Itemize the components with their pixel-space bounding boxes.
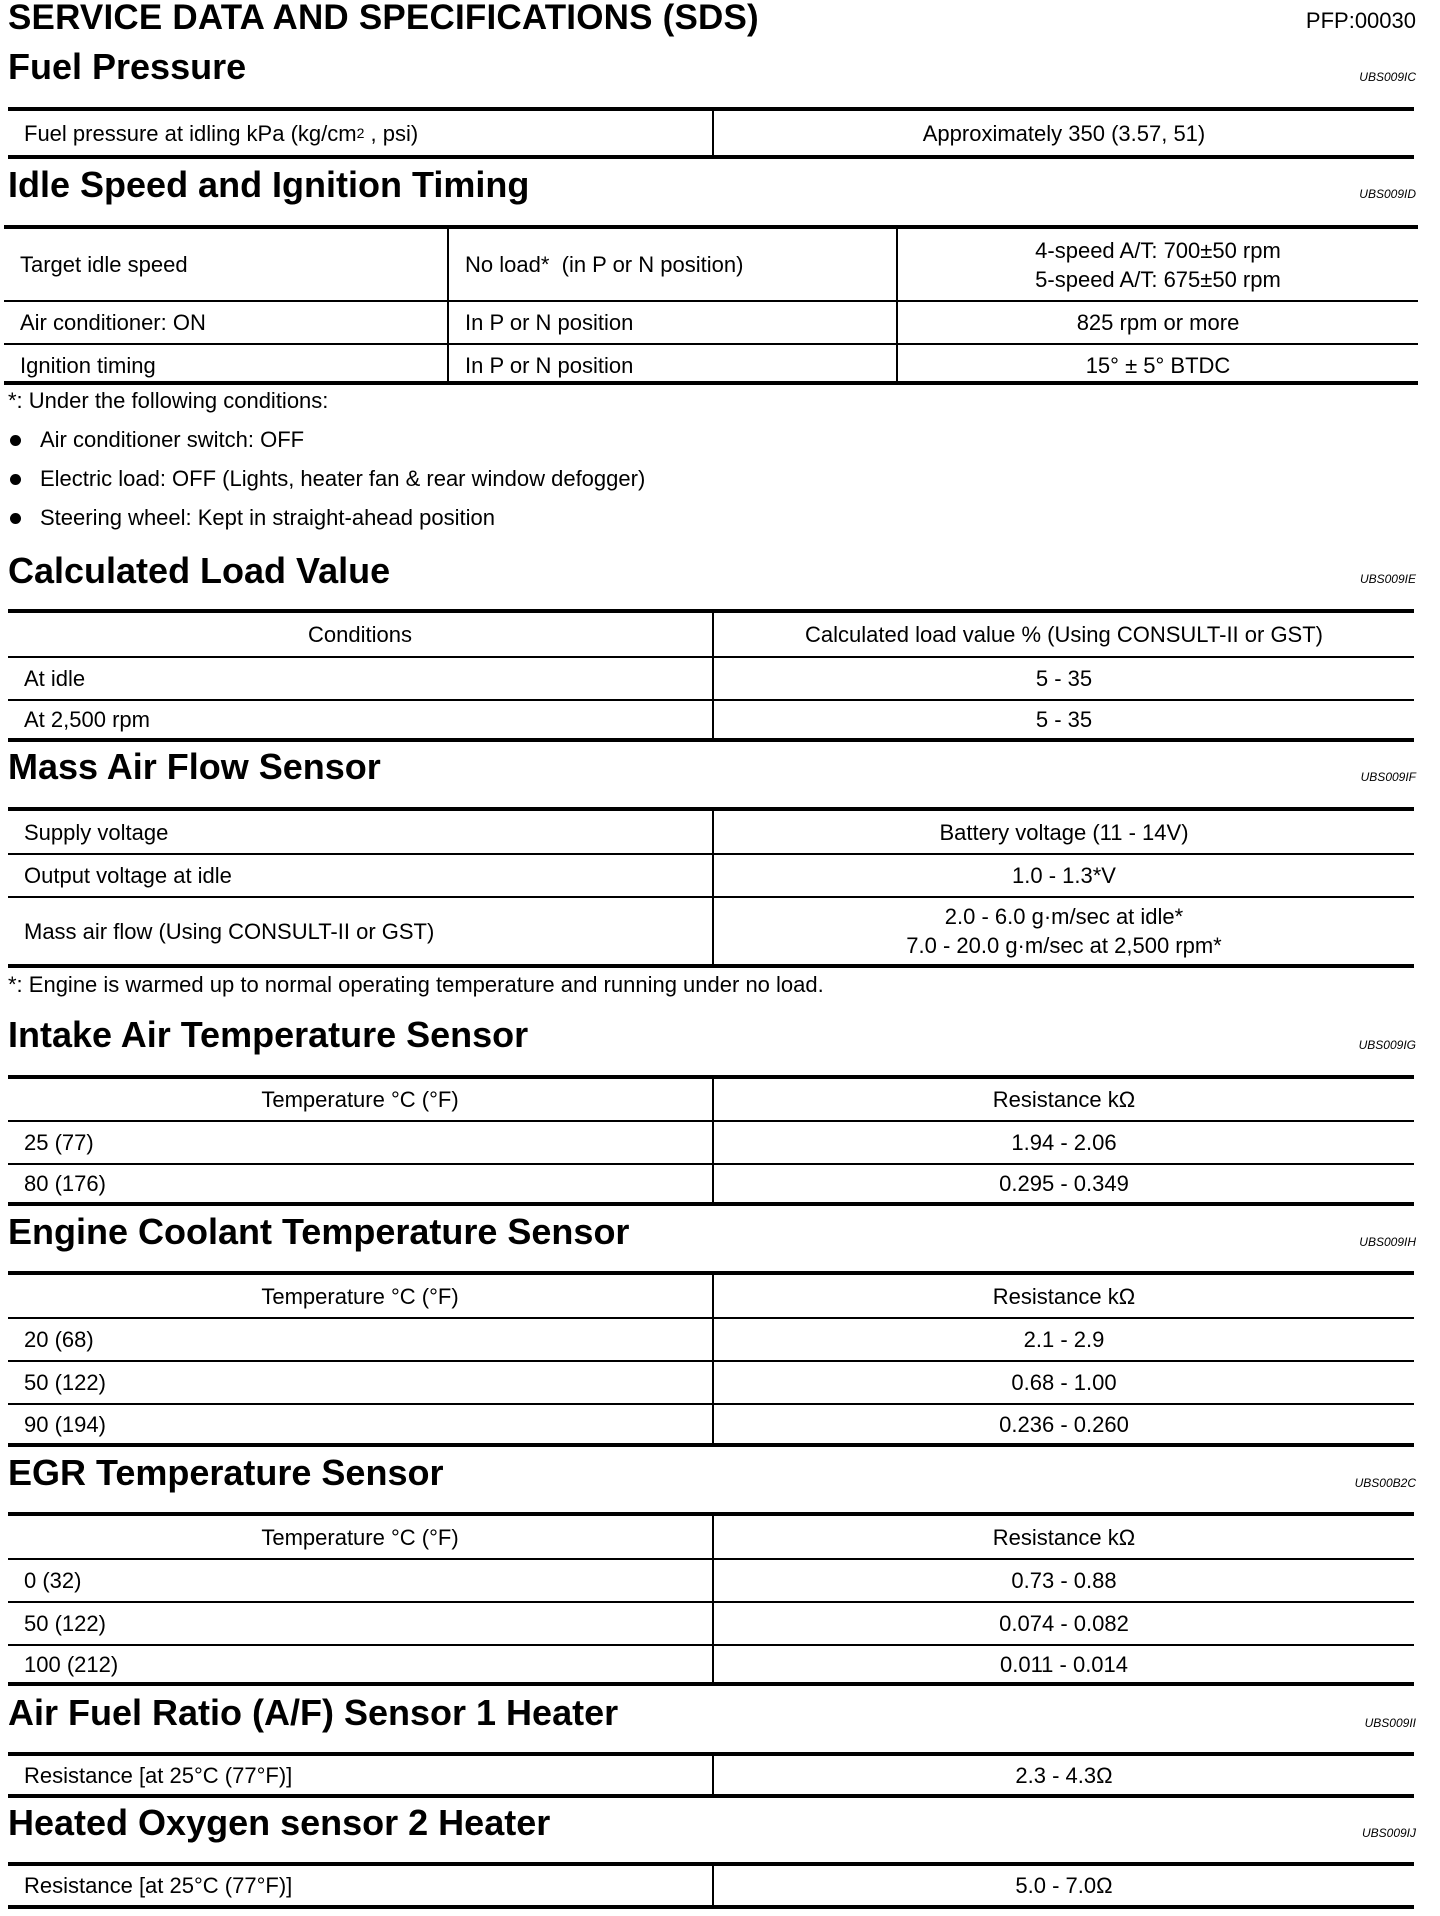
bullet-text: Air conditioner switch: OFF — [40, 427, 305, 452]
idle-condition: No load* (in P or N position) — [447, 229, 896, 300]
maf-value — [712, 898, 1414, 964]
egr-table — [8, 1512, 1414, 1686]
table-row — [8, 699, 1414, 738]
value-cell: 5 - 35 — [712, 658, 1414, 699]
maf-label: Supply voltage — [24, 819, 169, 845]
bullet-text: Steering wheel: Kept in straight-ahead position — [40, 505, 495, 530]
column-header: Resistance kΩ — [712, 1079, 1414, 1120]
idle-item: Air conditioner: ON — [20, 310, 206, 335]
idle-footnote-bullet — [10, 427, 304, 453]
idle-footnote-bullet — [10, 505, 495, 531]
table-row — [8, 1756, 1414, 1794]
resistance-value: 5.0 - 7.0Ω — [712, 1866, 1414, 1905]
idle-speed-table — [4, 225, 1418, 385]
temperature-cell: 50 (122) — [24, 1370, 106, 1395]
label-tail: , psi) — [364, 120, 419, 146]
idle-item: Target idle speed — [20, 252, 188, 277]
column-header: Temperature °C (°F) — [261, 1087, 459, 1112]
table-row — [8, 896, 1414, 964]
table-row — [8, 1403, 1414, 1443]
resistance-label: Resistance [at 25°C (77°F)] — [24, 1873, 293, 1898]
resistance-cell: 2.1 - 2.9 — [712, 1319, 1414, 1360]
column-header: Resistance kΩ — [712, 1275, 1414, 1317]
table-row — [8, 1644, 1414, 1682]
section-heading-idle-speed: Idle Speed and Ignition Timing — [8, 164, 530, 205]
temperature-cell: 80 (176) — [24, 1171, 106, 1196]
bullet-icon — [10, 435, 21, 446]
section-code-egr: UBS00B2C — [1354, 1476, 1416, 1490]
fuel-pressure-table — [8, 107, 1414, 159]
maf-table — [8, 807, 1414, 968]
temperature-cell: 100 (212) — [24, 1651, 119, 1677]
section-code-maf: UBS009IF — [1360, 770, 1416, 784]
table-row — [4, 300, 1418, 343]
table-row — [4, 229, 1418, 300]
section-code-calculated-load: UBS009IE — [1359, 572, 1416, 586]
section-heading-egr: EGR Temperature Sensor — [8, 1452, 444, 1493]
bullet-text: Electric load: OFF (Lights, heater fan & rear window defogger) — [40, 466, 646, 491]
maf-value: Battery voltage (11 - 14V) — [712, 811, 1414, 853]
condition-cell: At 2,500 rpm — [24, 707, 150, 732]
resistance-cell: 0.68 - 1.00 — [712, 1362, 1414, 1403]
table-row — [8, 1120, 1414, 1163]
section-code-fuel-pressure: UBS009IC — [1359, 70, 1416, 84]
idle-value-line: 4-speed A/T: 700±50 rpm — [1035, 237, 1281, 263]
fuel-pressure-value: Approximately 350 (3.57, 51) — [712, 111, 1414, 155]
maf-footnote: *: Engine is warmed up to normal operating temperature and running under no load. — [8, 972, 824, 997]
table-row — [8, 1360, 1414, 1403]
table-row — [8, 853, 1414, 896]
idle-value-line: 5-speed A/T: 675±50 rpm — [1035, 266, 1281, 292]
temperature-cell: 20 (68) — [24, 1327, 94, 1352]
idle-condition: In P or N position — [447, 302, 896, 343]
resistance-value: 2.3 - 4.3Ω — [712, 1756, 1414, 1794]
idle-item: Ignition timing — [20, 352, 156, 378]
idle-value: 825 rpm or more — [896, 302, 1418, 343]
af-sensor-heater-table — [8, 1752, 1414, 1798]
table-header-row — [8, 1079, 1414, 1120]
calculated-load-table — [8, 609, 1414, 742]
resistance-cell: 0.011 - 0.014 — [712, 1646, 1414, 1682]
idle-footnote: *: Under the following conditions: — [8, 388, 329, 413]
table-header-row — [8, 613, 1414, 656]
column-header: Temperature °C (°F) — [261, 1524, 459, 1550]
table-row — [8, 1601, 1414, 1644]
column-header: Temperature °C (°F) — [261, 1283, 459, 1309]
section-heading-af-sensor-heater: Air Fuel Ratio (A/F) Sensor 1 Heater — [8, 1692, 619, 1733]
pfp-code: PFP:00030 — [1305, 8, 1416, 33]
maf-value-line: 7.0 - 20.0 g·m/sec at 2,500 rpm* — [906, 933, 1222, 958]
resistance-cell: 1.94 - 2.06 — [712, 1122, 1414, 1163]
temperature-cell: 90 (194) — [24, 1411, 106, 1437]
table-row — [8, 1163, 1414, 1202]
section-heading-fuel-pressure: Fuel Pressure — [8, 46, 247, 87]
column-header: Conditions — [308, 622, 412, 647]
resistance-label: Resistance [at 25°C (77°F)] — [24, 1762, 293, 1788]
section-heading-ect: Engine Coolant Temperature Sensor — [8, 1211, 630, 1252]
table-row — [8, 1558, 1414, 1601]
table-row — [4, 343, 1418, 385]
fuel-pressure-label: Fuel pressure at idling kPa (kg/cm 2 , psi) — [24, 120, 419, 146]
ect-table — [8, 1271, 1414, 1447]
resistance-cell: 0.236 - 0.260 — [712, 1405, 1414, 1443]
section-code-idle-speed: UBS009ID — [1359, 187, 1416, 201]
idle-footnote-bullet — [10, 466, 645, 492]
table-row — [8, 1317, 1414, 1360]
resistance-cell: 0.73 - 0.88 — [712, 1560, 1414, 1601]
maf-value: 1.0 - 1.3*V — [712, 855, 1414, 896]
ho2-sensor-heater-table — [8, 1862, 1414, 1909]
section-code-ho2-sensor-heater: UBS009IJ — [1361, 1826, 1416, 1840]
resistance-cell: 0.074 - 0.082 — [712, 1603, 1414, 1644]
section-heading-calculated-load: Calculated Load Value — [8, 550, 391, 591]
idle-condition: In P or N position — [447, 345, 896, 385]
table-header-row — [8, 1275, 1414, 1317]
idle-value: 15° ± 5° BTDC — [896, 345, 1418, 385]
column-header: Calculated load value % (Using CONSULT-II or GST) — [712, 613, 1414, 656]
page-title: SERVICE DATA AND SPECIFICATIONS (SDS) — [8, 0, 759, 37]
value-cell: 5 - 35 — [712, 701, 1414, 738]
maf-label: Output voltage at idle — [24, 863, 232, 888]
section-code-ect: UBS009IH — [1359, 1235, 1416, 1249]
section-code-iat: UBS009IG — [1358, 1038, 1416, 1052]
maf-label: Mass air flow (Using CONSULT-II or GST) — [24, 918, 435, 944]
idle-value — [896, 229, 1418, 300]
temperature-cell: 0 (32) — [24, 1568, 82, 1593]
iat-table — [8, 1075, 1414, 1206]
bullet-icon — [10, 474, 21, 485]
table-row — [8, 111, 1414, 155]
section-heading-iat: Intake Air Temperature Sensor — [8, 1014, 529, 1055]
column-header: Resistance kΩ — [712, 1516, 1414, 1558]
bullet-icon — [10, 513, 21, 524]
table-header-row — [8, 1516, 1414, 1558]
table-row — [8, 656, 1414, 699]
section-code-af-sensor-heater: UBS009II — [1364, 1716, 1416, 1730]
temperature-cell: 50 (122) — [24, 1611, 106, 1636]
section-heading-maf: Mass Air Flow Sensor — [8, 746, 381, 787]
resistance-cell: 0.295 - 0.349 — [712, 1165, 1414, 1202]
label-text: Fuel pressure at idling kPa (kg/cm — [24, 120, 357, 146]
table-row — [8, 811, 1414, 853]
table-row — [8, 1866, 1414, 1905]
temperature-cell: 25 (77) — [24, 1130, 94, 1155]
condition-cell: At idle — [24, 666, 86, 691]
section-heading-ho2-sensor-heater: Heated Oxygen sensor 2 Heater — [8, 1802, 551, 1843]
maf-value-line: 2.0 - 6.0 g·m/sec at idle* — [944, 904, 1184, 929]
